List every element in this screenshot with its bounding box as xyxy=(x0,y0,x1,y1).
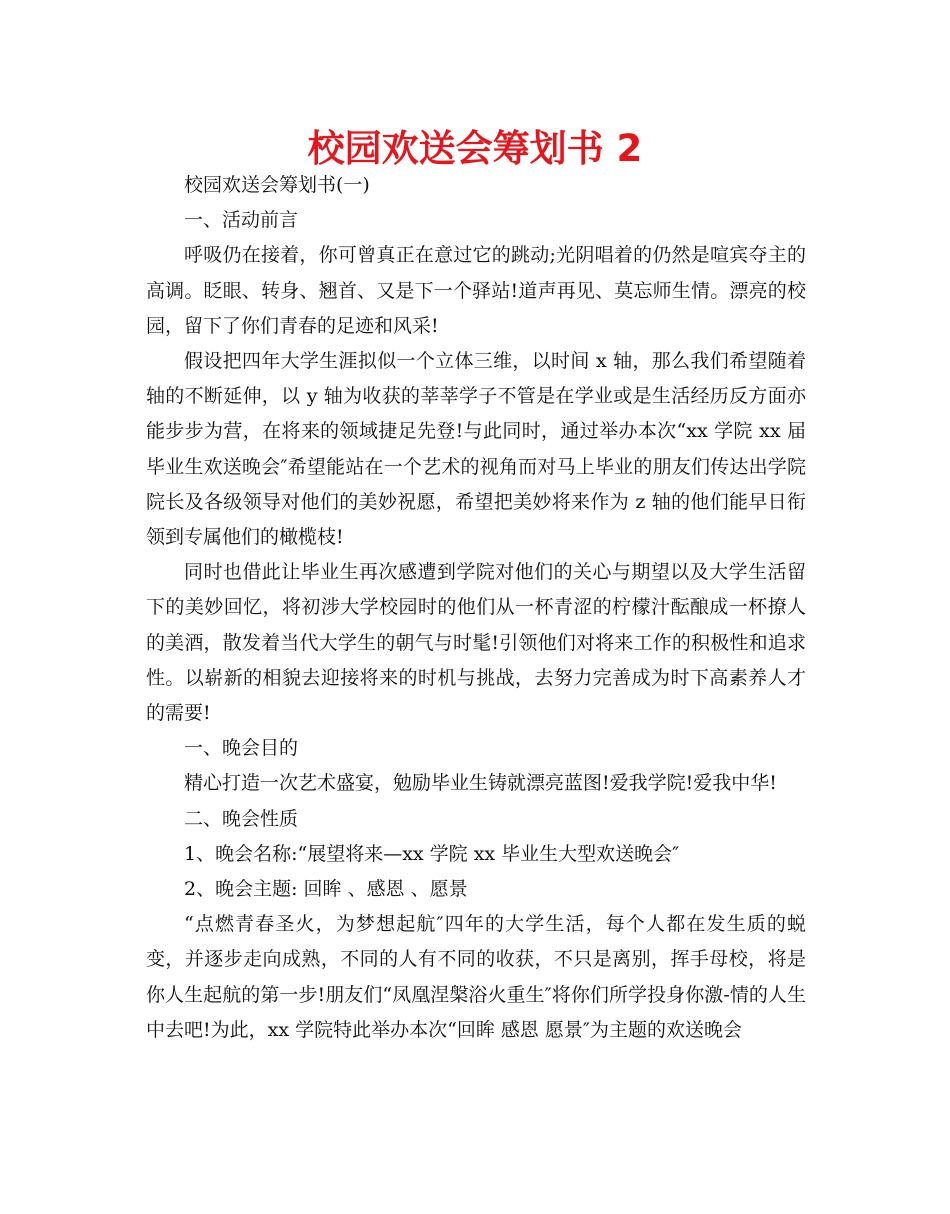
body-paragraph: 同时也借此让毕业生再次感遭到学院对他们的关心与期望以及大学生活留下的美妙回忆，将初涉大学校园时的他们从一杯青涩的柠檬汁酝酿成一杯撩人的美酒，散发着当代大学生的朝气与时髦!引领他们对将来工作的积极性和追求性。以崭新的相貌去迎接将来的时机与挑战，去努力完善成为时下高素养人才的需要! xyxy=(146,561,806,725)
body-paragraph: 呼吸仍在接着，你可曾真正在意过它的跳动;光阴唱着的仍然是喧宾夺主的高调。眨眼、转身、翘首、又是下一个驿站!道声再见、莫忘师生情。漂亮的校园，留下了你们青春的足迹和风采! xyxy=(146,244,806,337)
section-heading-nature: 二、晚会性质 xyxy=(184,807,299,830)
list-item-theme: 2、晚会主题: 回眸 、感恩 、愿景 xyxy=(184,878,468,901)
body-paragraph: 精心打造一次艺术盛宴，勉励毕业生铸就漂亮蓝图!爱我学院!爱我中华! xyxy=(184,772,777,795)
section-heading-purpose: 一、晚会目的 xyxy=(184,737,299,760)
list-item-name: 1、晚会名称:“展望将来—xx 学院 xx 毕业生大型欢送晚会″ xyxy=(184,842,680,865)
body-paragraph: “点燃青春圣火，为梦想起航″四年的大学生活，每个人都在发生质的蜕变，并逐步走向成熟，不同的人有不同的收获，不只是离别，挥手母校，将是你人生起航的第一步!朋友们“凤凰涅槃浴火重生″将你们所学投身你激-情的人生中去吧!为此，xx 学院特此举办本次“回眸 感恩 愿景″为主题的欢送晚会 xyxy=(146,913,806,1041)
subtitle-paragraph: 校园欢送会筹划书(一) xyxy=(184,174,370,196)
document-body xyxy=(146,168,806,1048)
section-heading-preface: 一、活动前言 xyxy=(184,209,299,232)
body-paragraph: 假设把四年大学生涯拟似一个立体三维，以时间 x 轴，那么我们希望随着轴的不断延伸，以 y 轴为收获的莘莘学子不管是在学业或是生活经历反方面亦能步步为营，在将来的领域捷足先登!与此同时，通过举办本次“xx 学院 xx 届毕业生欢送晚会″希望能站在一个艺术的视角而对马上毕业的朋友们传达出学院院长及各级领导对他们的美妙祝愿，希望把美妙将来作为 z 轴的他们能早日衔领到专属他们的橄榄枝! xyxy=(146,350,806,549)
document-title: 校园欢送会筹划书 2 xyxy=(307,127,643,170)
